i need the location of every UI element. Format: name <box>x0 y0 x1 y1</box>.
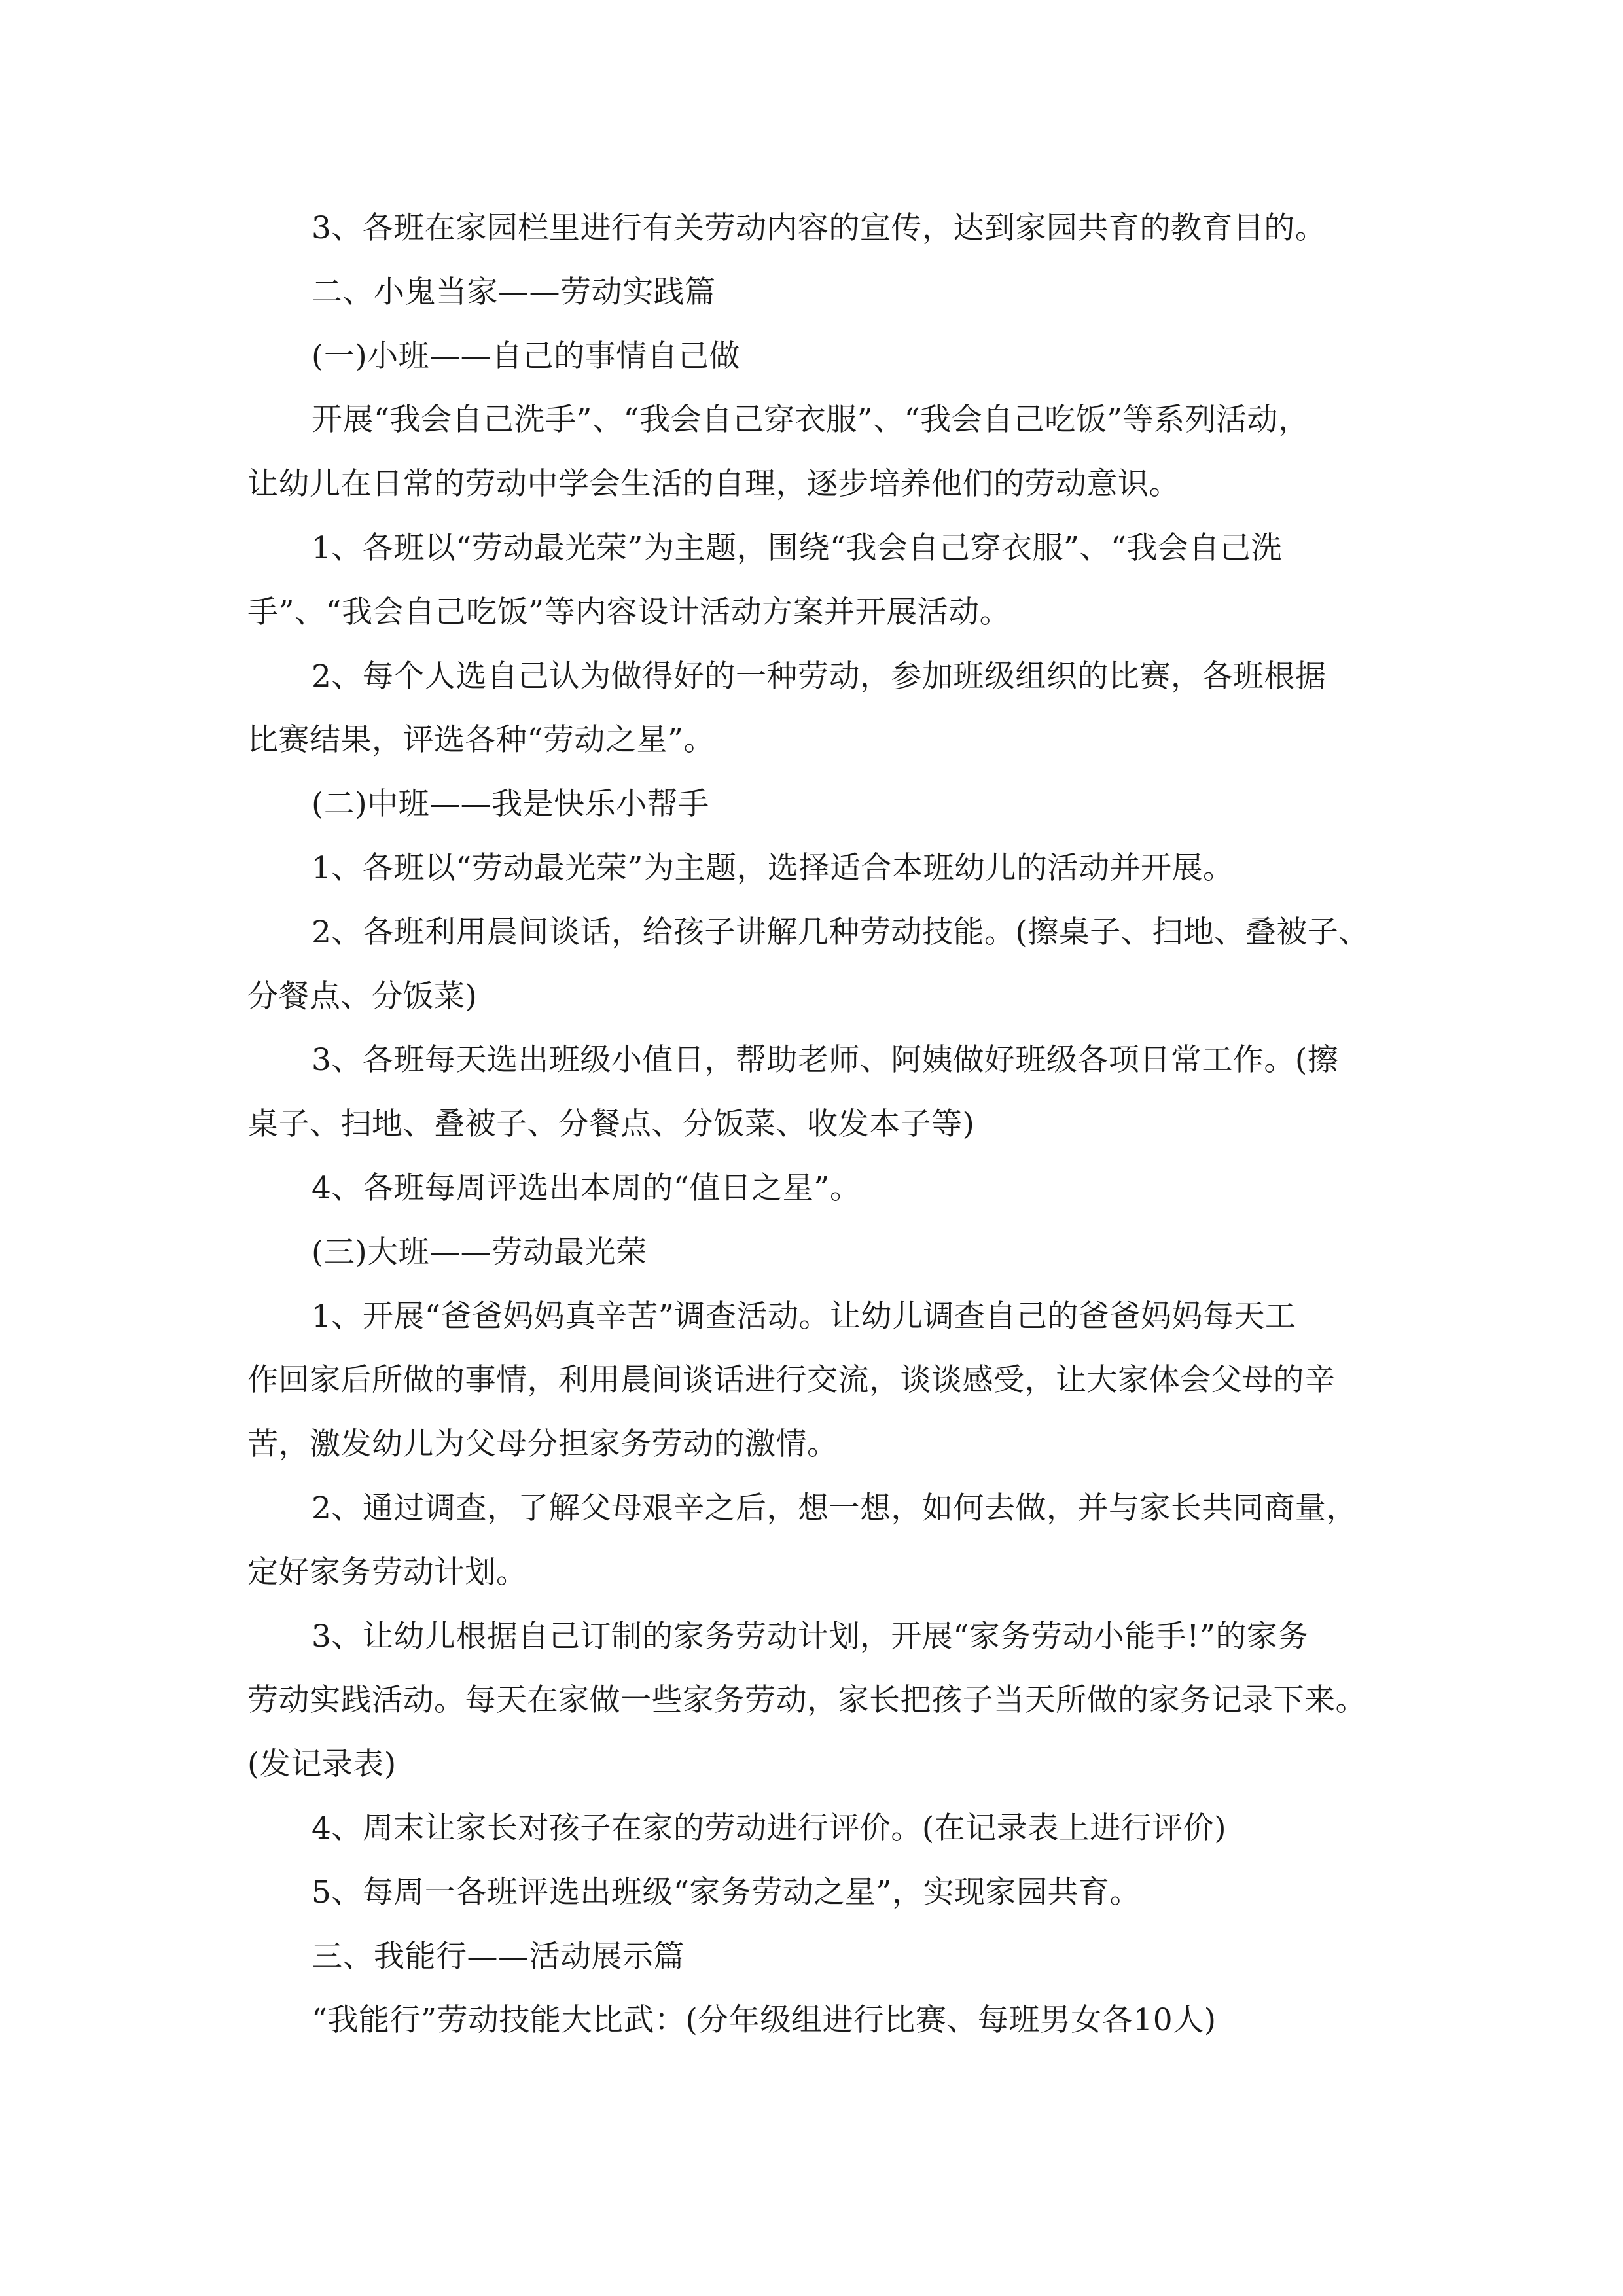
paragraph-line: 手”、“我会自己吃饭”等内容设计活动方案并开展活动。 <box>247 594 1011 630</box>
paragraph-line: 桌子、扫地、叠被子、分餐点、分饭菜、收发本子等) <box>247 1106 975 1143</box>
section-heading: 二、小鬼当家——劳动实践篇 <box>312 274 716 310</box>
paragraph-line: 1、各班以“劳动最光荣”为主题，围绕“我会自己穿衣服”、“我会自己洗 <box>312 529 1283 566</box>
paragraph-line: 4、各班每周评选出本周的“值日之星”。 <box>312 1170 861 1206</box>
paragraph-line: 开展“我会自己洗手”、“我会自己穿衣服”、“我会自己吃饭”等系列活动， <box>312 402 1310 439</box>
paragraph-line: 1、各班以“劳动最光荣”为主题，选择适合本班幼儿的活动并开展。 <box>312 850 1234 886</box>
paragraph-line: 3、各班在家园栏里进行有关劳动内容的宣传，达到家园共育的教育目的。 <box>312 210 1327 246</box>
subsection-heading: (一)小班——自己的事情自己做 <box>312 338 741 374</box>
paragraph-line: 3、各班每天选出班级小值日，帮助老师、阿姨做好班级各项日常工作。(擦 <box>312 1042 1339 1079</box>
paragraph-line: 1、开展“爸爸妈妈真辛苦”调查活动。让幼儿调查自己的爸爸妈妈每天工 <box>312 1298 1296 1335</box>
paragraph-line: 作回家后所做的事情，利用晨间谈话进行交流，谈谈感受，让大家体会父母的辛 <box>247 1362 1336 1399</box>
section-heading: 三、我能行——活动展示篇 <box>312 1938 685 1975</box>
subsection-heading: (三)大班——劳动最光荣 <box>312 1234 647 1270</box>
paragraph-line: 2、通过调查，了解父母艰辛之后，想一想，如何去做，并与家长共同商量， <box>312 1490 1357 1526</box>
paragraph-line: (发记录表) <box>247 1746 397 1783</box>
paragraph-line: 苦，激发幼儿为父母分担家务劳动的激情。 <box>247 1426 838 1463</box>
paragraph-line: 定好家务劳动计划。 <box>247 1554 527 1590</box>
paragraph-line: 让幼儿在日常的劳动中学会生活的自理，逐步培养他们的劳动意识。 <box>247 466 1180 503</box>
paragraph-line: 4、周末让家长对孩子在家的劳动进行评价。(在记录表上进行评价) <box>312 1810 1227 1846</box>
paragraph-line: 2、各班利用晨间谈话，给孩子讲解几种劳动技能。(擦桌子、扫地、叠被子、 <box>312 914 1370 950</box>
paragraph-line: 分餐点、分饭菜) <box>247 978 478 1014</box>
paragraph-line: 比赛结果，评选各种“劳动之星”。 <box>247 722 715 759</box>
paragraph-line: 2、每个人选自己认为做得好的一种劳动，参加班级组织的比赛，各班根据 <box>312 658 1327 694</box>
paragraph-line: “我能行”劳动技能大比武：(分年级组进行比赛、每班男女各10人) <box>312 2002 1217 2039</box>
paragraph-line: 3、让幼儿根据自己订制的家务劳动计划，开展“家务劳动小能手!”的家务 <box>312 1618 1309 1655</box>
subsection-heading: (二)中班——我是快乐小帮手 <box>312 786 709 823</box>
document-page <box>247 196 1389 2053</box>
paragraph-line: 劳动实践活动。每天在家做一些家务劳动，家长把孩子当天所做的家务记录下来。 <box>247 1682 1366 1719</box>
paragraph-line: 5、每周一各班评选出班级“家务劳动之星”，实现家园共育。 <box>312 1874 1141 1910</box>
